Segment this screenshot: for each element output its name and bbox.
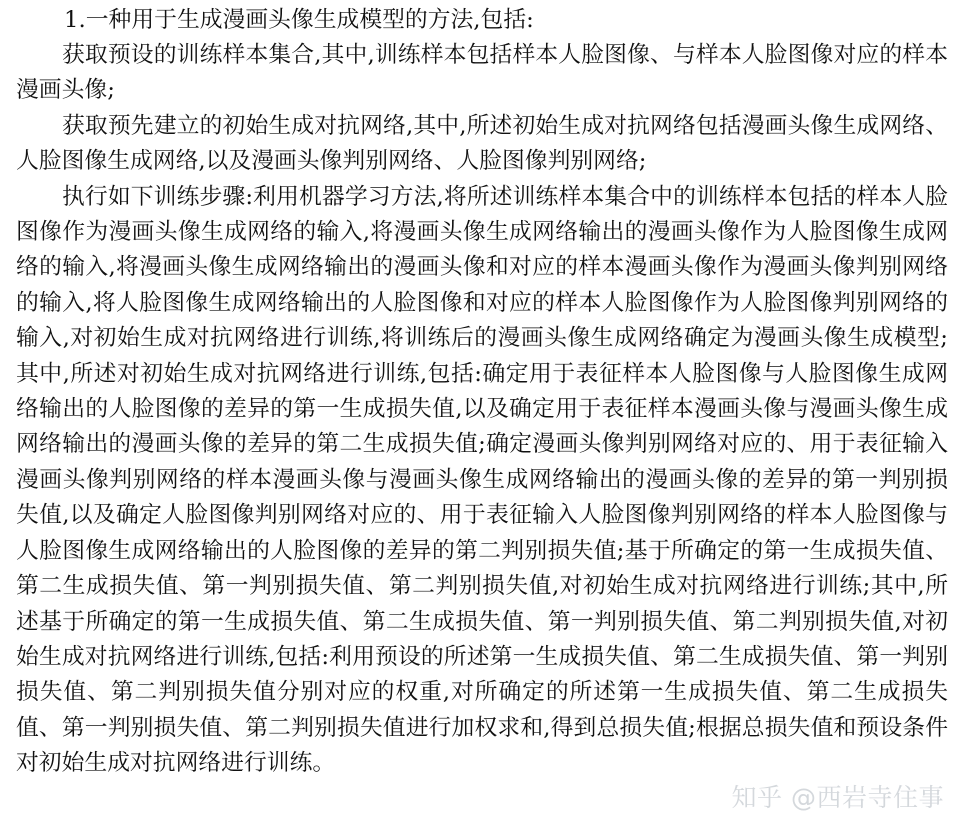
claim-title: 1.一种用于生成漫画头像生成模型的方法,包括: bbox=[64, 7, 534, 33]
zhihu-watermark: 知乎 @西岩寺住事 bbox=[731, 782, 944, 812]
claim-body bbox=[16, 38, 948, 782]
paragraph-initial-gan: 获取预先建立的初始生成对抗网络,其中,所述初始生成对抗网络包括漫画头像生成网络、人脸图像生成网络,以及漫画头像判别网络、人脸图像判别网络; bbox=[16, 112, 948, 175]
paragraph-training-samples: 获取预设的训练样本集合,其中,训练样本包括样本人脸图像、与样本人脸图像对应的样本漫画头像; bbox=[16, 42, 948, 104]
paragraph-training-steps: 执行如下训练步骤:利用机器学习方法,将所述训练样本集合中的训练样本包括的样本人脸图像作为漫画头像生成网络的输入,将漫画头像生成网络输出的漫画头像作为人脸图像生成网络的输入,将漫画头像生成网络输出的漫画头像和对应的样本漫画头像作为漫画头像判别网络的输入,将人脸图像生成网络输出的人脸图像和对应的样本人脸图像作为人脸图像判别网络的输入,对初始生成对抗网络进行训练,将训练后的漫画头像生成网络确定为漫画头像生成模型;其中,所述对初始生成对抗网络进行训练,包括:确定用于表征样本人脸图像与人脸图像生成网络输出的人脸图像的差异的第一生成损失值,以及确定用于表征样本漫画头像与漫画头像生成网络输出的漫画头像的差异的第二生成损失值;确定漫画头像判别网络对应的、用于表征输入漫画头像判别网络的样本漫画头像与漫画头像生成网络输出的漫画头像的差异的第一判别损失值,以及确定人脸图像判别网络对应的、用于表征输入人脸图像判别网络的样本人脸图像与人脸图像生成网络输出的人脸图像的差异的第二判别损失值;基于所确定的第一生成损失值、第二生成损失值、第一判别损失值、第二判别损失值,对初始生成对抗网络进行训练;其中,所述基于所确定的第一生成损失值、第二生成损失值、第一判别损失值、第二判别损失值,对初始生成对抗网络进行训练,包括:利用预设的所述第一生成损失值、第二生成损失值、第一判别损失值、第二判别损失值分别对应的权重,对所确定的所述第一生成损失值、第二生成损失值、第一判别损失值、第二判别损失值进行加权求和,得到总损失值;根据总损失值和预设条件对初始生成对抗网络进行训练。 bbox=[16, 183, 948, 777]
